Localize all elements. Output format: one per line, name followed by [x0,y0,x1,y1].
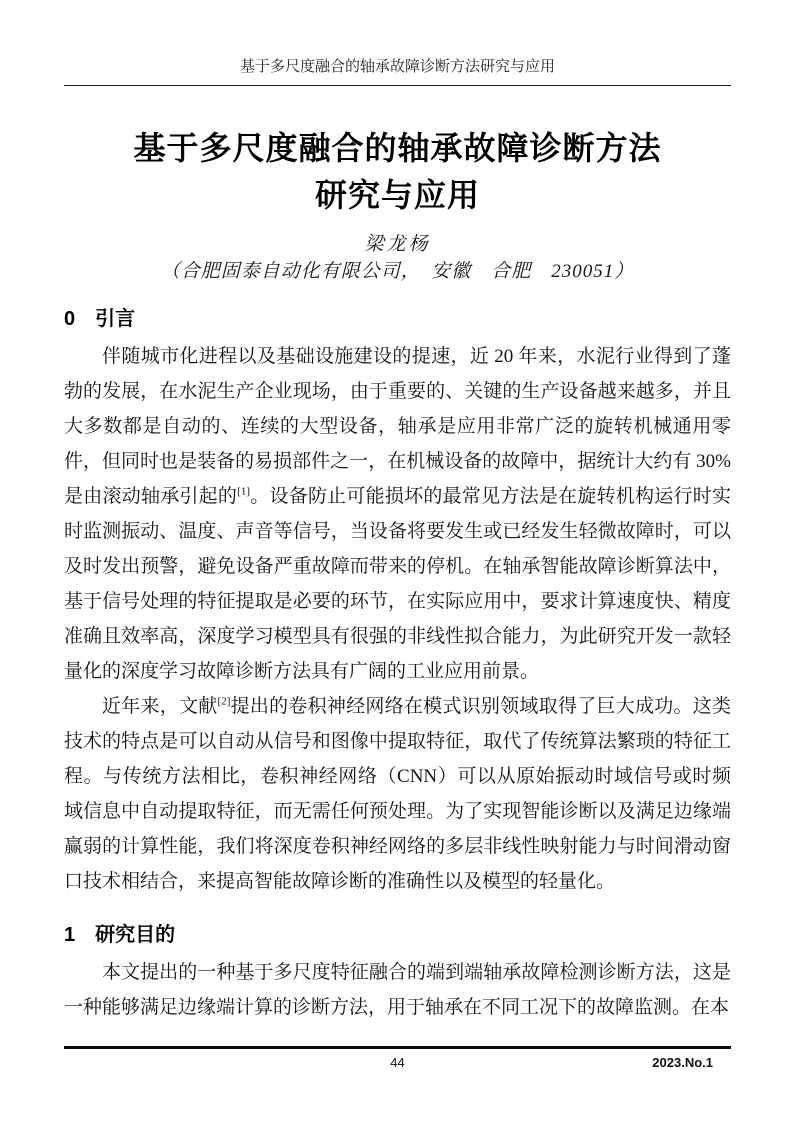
intro-paragraph-2 [64,689,731,899]
article-title [64,125,731,219]
page-header [64,0,731,86]
author-name: 梁龙杨 [364,234,431,255]
intro-paragraph-1-text-a: 伴随城市化进程以及基础设施建设的提速，近 20 年来，水泥行业得到了蓬勃的发展，在水泥生产企业现场，由于重要的、关键的生产设备越来越多，并且大多数都是自动的、连续的大型设备，轴承是应用非常广泛的旋转机械通用零件，但同时也是装备的易损部件之一，在机械设备的故障中，据统计大约有 30%是由滚动轴承引起的 [64,346,731,507]
footer-row [64,1054,731,1072]
author-affiliation: （合肥固泰自动化有限公司， 安徽 合肥 230051） [160,261,635,282]
intro-paragraph-1 [64,339,731,689]
header-rule [64,85,731,86]
page-footer [64,1046,731,1072]
intro-paragraph-2-text-a: 近年来，文献 [102,696,218,717]
journal-issue-label: 2023.No.1 [652,1055,713,1070]
intro-paragraph-1-text-b: 。设备防止可能损坏的最常见方法是在旋转机构运行时实时监测振动、温度、声音等信号，当设备将要发生或已经发生轻微故障时，可以及时发出预警，避免设备严重故障而带来的停机。在轴承智能故障诊断算法中，基于信号处理的特征提取是必要的环节，在实际应用中，要求计算速度快、精度准确且效率高，深度学习模型具有很强的非线性拟合能力，为此研究开发一款轻量化的深度学习故障诊断方法具有广阔的工业应用前景。 [64,486,731,682]
intro-paragraph-2-text-b: 提出的卷积神经网络在模式识别领域取得了巨大成功。这类技术的特点是可以自动从信号和图像中提取特征，取代了传统算法繁琐的特征工程。与传统方法相比，卷积神经网络（CNN）可以从原始振动时域信号或时频域信息中自动提取特征，而无需任何预处理。为了实现智能诊断以及满足边缘端赢弱的计算性能，我们将深度卷积神经网络的多层非线性映射能力与时间滑动窗口技术相结合，来提高智能故障诊断的准确性以及模型的轻量化。 [64,696,731,892]
article-body [64,125,731,1025]
footer-rule [64,1046,731,1049]
citation-marker-2: [2] [217,695,231,708]
article-title-line1: 基于多尺度融合的轴承故障诊断方法 [133,130,662,166]
running-header-title: 基于多尺度融合的轴承故障诊断方法研究与应用 [239,59,555,75]
purpose-paragraph-1: 本文提出的一种基于多尺度特征融合的端到端轴承故障检测诊断方法，这是一种能够满足边缘端计算的诊断方法，用于轴承在不同工况下的故障监测。在本 [64,962,731,1018]
article-title-line2: 研究与应用 [314,177,480,213]
page-number: 44 [390,1055,405,1070]
section-heading-introduction: 0 引言 [64,308,136,330]
section-heading-research-purpose: 1 研究目的 [64,924,176,946]
citation-marker-1: [1] [237,485,250,498]
